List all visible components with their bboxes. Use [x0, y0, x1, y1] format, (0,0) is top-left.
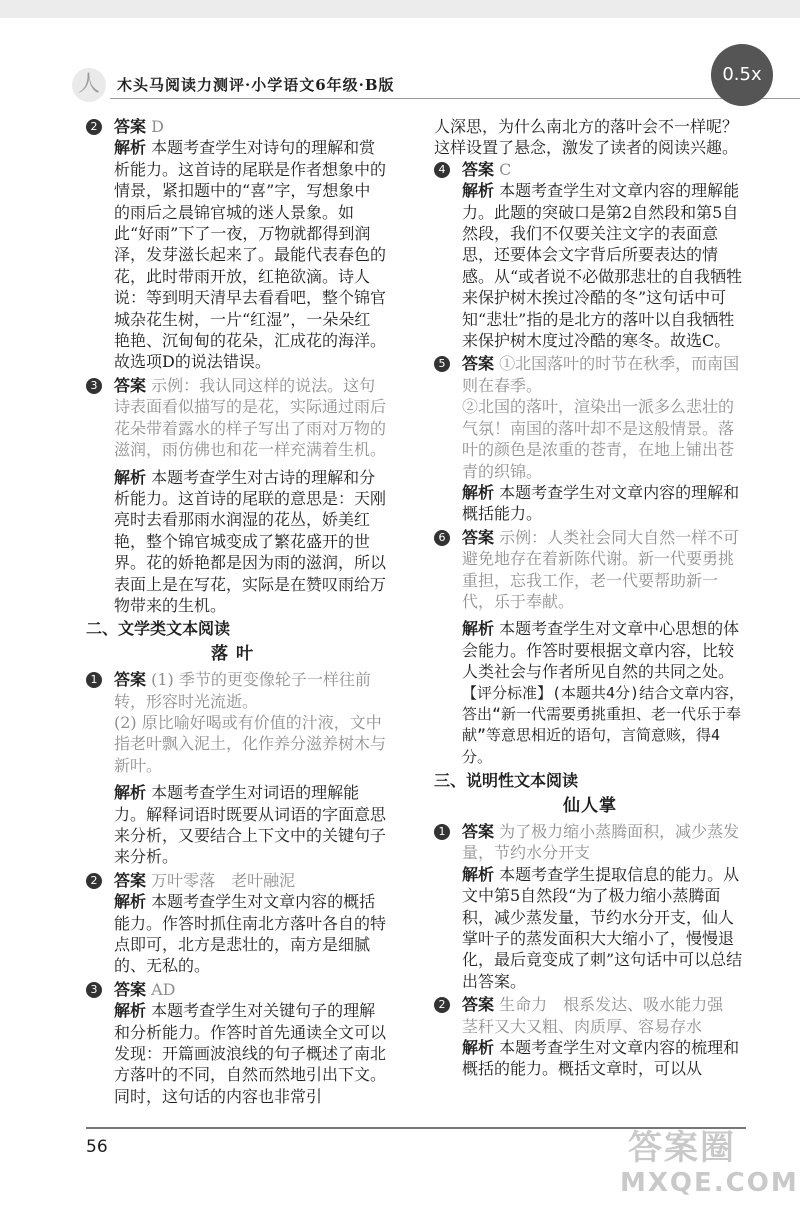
question-number-badge: 1: [434, 824, 450, 840]
analysis-label: 解析: [114, 1001, 147, 1021]
analysis-label: 解析: [462, 1038, 495, 1058]
article-title-cactus: 仙人掌: [563, 795, 617, 816]
question-number-badge: 3: [86, 982, 102, 998]
question-number-badge: 3: [86, 378, 102, 394]
header-divider: [110, 98, 800, 99]
answer-label: 答案: [462, 527, 495, 547]
answer-text: 万叶零落 老叶融泥: [151, 870, 296, 890]
answer-text: (1) 季节的更变像轮子一样往前转，形容时光流逝。: [114, 670, 371, 711]
answer-label: 答案: [462, 354, 495, 374]
answer-text: ②北国的落叶，渲染出一派多么悲壮的气氛！南国的落叶却不是这般情景。落叶的颜色是浓重的苍青，在地上铺出苍青的织锦。: [462, 397, 735, 481]
answer-text: ①北国落叶的时节在秋季，而南国则在春季。: [462, 354, 740, 395]
analysis-label: 解析: [462, 864, 495, 884]
book-logo-icon: 人: [72, 68, 106, 102]
left-column: [86, 116, 386, 1109]
analysis-text: 本题考查学生对古诗的理解和分析能力。这首诗的尾联的意思是：天刚亮时去看那雨水润湿的花丛，娇美红艳，整个锦官城变成了繁花盛开的世界。花的娇艳都是因为雨的滋润，所以表面上是在写花，实际是在赞叹雨给万物带来的生机。: [114, 467, 387, 615]
analysis-text: 本题考查学生对诗句的理解和赏析能力。这首诗的尾联是作者想象中的情景，紧扣题中的“喜”字，写想象中的雨后之晨锦官城的迷人景象。如此“好雨”下了一夜，万物就都得到润泽，发芽滋长起来了。最能代表春色的花，此时带雨开放，红艳欲滴。诗人说：等到明天清早去看看吧，整个锦官城杂花生树，一片“红湿”，一朵朵红艳艳、沉甸甸的花朵，汇成花的海洋。故选项D的说法错误。: [114, 138, 387, 372]
analysis-label: 解析: [462, 482, 495, 502]
analysis-label: 解析: [114, 138, 147, 158]
watermark: [620, 1118, 799, 1208]
article2-question-1: [434, 821, 746, 992]
section-heading-literary: 二、文学类文本阅读: [86, 619, 231, 639]
analysis-text: 本题考查学生提取信息的能力。从文中第5自然段“为了极力缩小蒸腾面积，减少蒸发量，节约水分开支，仙人掌叶子的蒸发面积大大缩小了，慢慢退化，最后竟变成了刺”这句话中可以总结出答案。: [462, 864, 743, 991]
analysis-text: 本题考查学生对文章内容的梳理和概括的能力。概括文章时，可以从: [462, 1038, 740, 1079]
question-number-badge: 5: [434, 356, 450, 372]
article1-question-3: [86, 979, 386, 1107]
analysis-text: 本题考查学生对词语的理解能力。解释词语时既要从词语的字面意思来分析，又要结合上下文中的关键句子来分析。: [114, 783, 387, 867]
right-column: [434, 116, 746, 1082]
question-number-badge: 1: [86, 672, 102, 688]
question-number-badge: 2: [86, 119, 102, 135]
answer-text: (2) 原比喻好喝或有价值的汁液，文中指老叶飘入泥土，化作养分滋养树木与新叶。: [114, 712, 387, 775]
header-title: 木头马阅读力测评·小学语文6年级·B版: [117, 76, 395, 94]
analysis-text: 本题考查学生对文章内容的理解和概括能力。: [462, 482, 740, 524]
watermark-text: 答案圈: [628, 1128, 736, 1168]
article2-question-2: [434, 994, 746, 1080]
analysis-text: 本题考查学生对文章内容的理解能力。此题的突破口是第2自然段和第5自然段，我们不仅要关注文字的表面意思，还要体会文字背后所要表达的情感。从“或者说不必做那悲壮的自我牺牲来保护树木挨过冷酷的冬”这句话中可知“悲壮”指的是北方的落叶以自我牺牲来保护树木度过冷酷的寒冬。故选C。: [462, 181, 743, 351]
answer-text: 示例：人类社会同大自然一样不可避免地存在着新陈代谢。新一代要勇挑重担，忘我工作，老一代要帮助新一代，乐于奉献。: [462, 527, 740, 611]
analysis-label: 解析: [462, 181, 495, 201]
article1-question-4: [434, 159, 746, 352]
answer-text: D: [151, 117, 164, 136]
answer-label: 答案: [114, 670, 147, 690]
answer-label: 答案: [114, 117, 147, 136]
answer-text: AD: [151, 979, 176, 999]
question-number-badge: 6: [434, 530, 450, 546]
analysis-label: 解析: [114, 467, 147, 487]
answer-label: 答案: [114, 375, 147, 395]
analysis-label: 解析: [114, 892, 147, 912]
top-strip: [0, 0, 800, 18]
article1-question-6: [434, 527, 746, 768]
question-3: [86, 375, 386, 616]
analysis-text: 本题考查学生对文章中心思想的体会能力。作答时要根据文章内容，比较人类社会与作者所见自然的共同之处。: [462, 619, 740, 682]
question-number-badge: 4: [434, 162, 450, 178]
answer-label: 答案: [114, 870, 147, 890]
answer-text: C: [499, 159, 512, 179]
analysis-text: 本题考查学生对文章内容的概括能力。作答时抓住南北方落叶各自的特点即可，北方是悲壮的，南方是细腻的、无私的。: [114, 892, 387, 976]
answer-label: 答案: [462, 159, 495, 179]
analysis-text: 本题考查学生对关键句子的理解和分析能力。作答时首先通读全文可以发现：开篇画波浪线的句子概述了南北方落叶的不同，自然而然地引出下文。同时，这句话的内容也非常引: [114, 1001, 387, 1106]
article1-question-2: [86, 870, 386, 977]
article1-question-5: [434, 353, 746, 524]
playback-speed-button[interactable]: 0.5x: [711, 44, 773, 106]
watermark-url: MXQE.COM: [620, 1168, 799, 1198]
answer-text: 为了极力缩小蒸腾面积，减少蒸发量，节约水分开支: [462, 822, 740, 863]
page-number: 56: [86, 1137, 108, 1157]
question-number-badge: 2: [434, 997, 450, 1013]
analysis-label: 解析: [114, 783, 147, 803]
question-2: [86, 116, 386, 373]
answer-label: 答案: [114, 979, 147, 999]
answer-text: 示例：我认同这样的说法。这句诗表面看似描写的是花，实际通过雨后花朵带着露水的样子写出了雨对万物的滋润，雨仿佛也和花一样充满着生机。: [114, 375, 387, 460]
page-header: [62, 64, 800, 108]
article1-question-1: [86, 669, 386, 868]
section-heading-expository: 三、说明性文本阅读: [434, 771, 579, 791]
scoring-standard: 【评分标准】(本题共4分)结合文章内容，答出“新一代需要勇挑重担、老一代乐于奉献”等意思相近的语句，言简意赅，得4分。: [462, 683, 745, 766]
answer-label: 答案: [462, 995, 495, 1015]
answer-text: 生命力 根系发达、吸水能力强 茎秆又大又粗、肉质厚、容易存水: [462, 995, 740, 1036]
article-title-falling-leaves: 落叶: [211, 643, 261, 664]
question-number-badge: 2: [86, 873, 102, 889]
analysis-label: 解析: [462, 619, 495, 639]
continued-text: 人深思，为什么南北方的落叶会不一样呢？这样设置了悬念，激发了读者的阅读兴趣。: [434, 117, 739, 158]
answer-label: 答案: [462, 822, 495, 841]
